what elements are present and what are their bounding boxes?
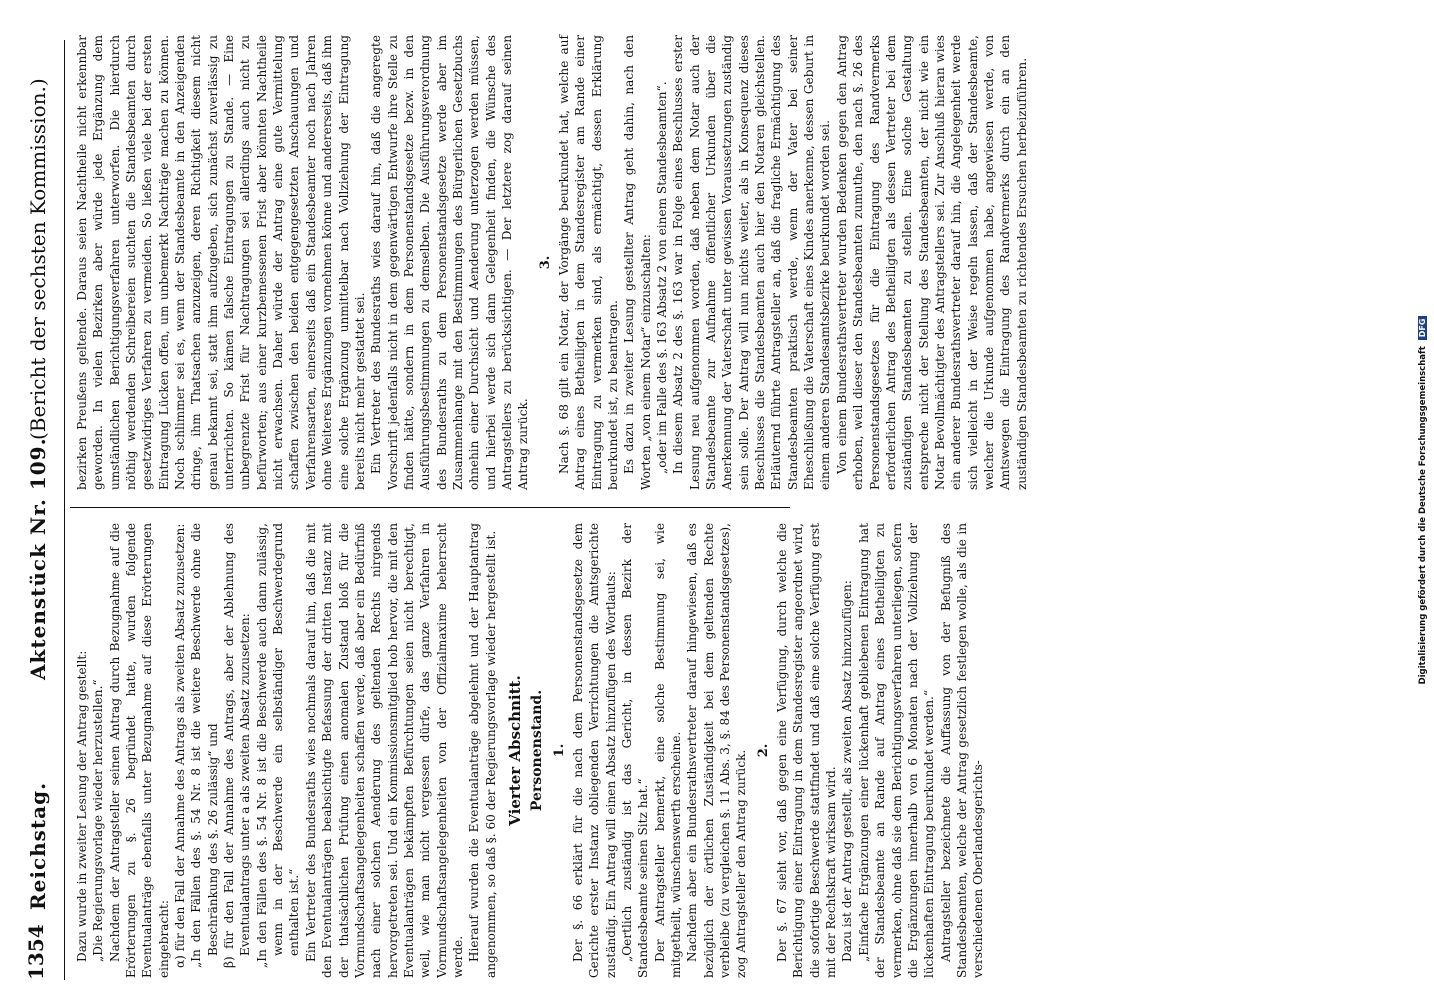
header-right-title: (Bericht der sechsten Kommission.) <box>26 78 50 440</box>
item-number: 3. <box>537 255 553 270</box>
paragraph: Hierauf wurden die Eventualanträge abgelehnt und der Hauptantrag angenommen, so daß §. 60 der Regierungsvorlage wieder hergestellt ist. <box>467 523 498 978</box>
credit-text: Digitalisierung gefördert durch die Deutsche Forschungsgemeinschaft <box>1418 346 1428 685</box>
paragraph: Nach §. 68 gilt ein Notar, der Vorgänge beurkundet hat, welche auf Antrag eines Betheiligten in dem Standesregister am Rande einer Eintragung zu vermerken sind, als ermächtigt, dessen Erklärung beurkundet ist, zu beantragen. <box>556 35 620 490</box>
page-header <box>14 40 64 980</box>
paragraph: Der §. 66 erklärt für die nach dem Personenstandsgesetze dem Gerichte erster Instanz obliegenden Verrichtungen die Amtsgerichte zuständig. Ein Antrag will einen Absatz hinzufügen des Wortlauts: <box>570 523 618 978</box>
quote: „Einfache Ergänzungen einer lückenhaft gebliebenen Eintragung hat der Standesbeamte an Rande auf Antrag eines Betheiligten zu vermerken, ohne daß sie dem Berichtigungsverfahren unterliegen, sofern die Ergänzungen innerhalb von 6 Monaten nach der Vollziehung der lückenhaften Eintragung beurkundet werden.“ <box>856 523 937 978</box>
quote: „Die Regierungsvorlage wieder herzustellen.“ <box>91 679 106 962</box>
digitization-credit <box>1418 0 1428 1000</box>
item-number: 1. <box>551 743 567 758</box>
item-number: 2. <box>755 743 771 758</box>
header-left-title: Reichstag. <box>26 781 50 910</box>
paragraph: Dazu wurde in zweiter Lesung der Antrag gestellt: <box>75 650 89 962</box>
paragraph: Antragsteller bezeichnete die Auffassung von der Befugniß des Standesbeamten, welche der Antrag gesetzlich festlegen wolle, als die in verschiedenen Oberlandesgerichts- <box>938 523 986 978</box>
paragraph: bezirken Preußens geltende. Daraus seien Nachtheile nicht erkennbar geworden. In vielen Bezirken aber würde jede Ergänzung dem umständlichen Berichtigungsverfahren unterworfen. Die hierdurch nöthig werdenden Schreibereien suchten die Standesbeamten durch gesetzwidriges Verfahren zu vermeiden. So ließen viele bei der ersten Eintragung Lücken offen, um unbemerkt Nachträge machen zu können. Noch schlimmer sei es, wenn der Standesbeamte in den Anzeigenden dringe, ihm Thatsachen anzuzeigen, deren Richtigkeit diesem nicht genau bekannt sei, statt ihm aufzugeben, sich zunächst zuverlässig zu unterrichten. So kämen falsche Eintragungen zu Stande. — Eine unbegrenzte Frist für Nachtragungen sei allerdings auch nicht zu befürworten; aus einer kurzbemessenen Frist aber könnten Nachtheile nicht erwachsen. Daher würde der Antrag eine gute Vermittelung schaffen zwischen den beiden entgegengesetzten Anschauungen und Verfahrensarten, einerseits daß ein Standesbeamter noch nach Jahren ohne Weiteres Ergänzungen vornehmen könne und andererseits, daß ihm eine solche Ergänzung unmittelbar nach Vollziehung der Eintragung bereits nicht mehr gestattet sei. <box>75 35 367 490</box>
sub-item-alpha: α) für den Fall der Annahme des Antrags als zweiten Absatz zuzusetzen: <box>173 523 188 968</box>
paragraph: Ein Vertreter des Bundesraths wies darauf hin, daß die angeregte Vorschrift jedenfalls nicht in dem gegenwärtigen Entwurfe ihre Stelle zu finden hätte, sondern in dem Personenstandsgesetze bezw. in den Ausführungsbestimmungen zu demselben. Die Ausführungsverordnung des Bundesraths zu dem Personenstandsgesetze werde aber im Zusammenhange mit den Bestimmungen des Bürgerlichen Gesetzbuchs ohnehin einer Durchsicht und Aenderung unterzogen werden müssen, und hierbei werde sich dann Gelegenheit finden, die Wünsche des Antragstellers zu berücksichtigen. — Der letztere zog darauf seinen Antrag zurück. <box>369 35 531 490</box>
paragraph: Nachdem der Antragsteller seinen Antrag durch Bezugnahme auf die Erörterungen zu §. 26 begründet hatte, wurden folgende Eventualanträge ebenfalls unter Bezugnahme auf diese Erörterungen eingebracht: <box>107 523 171 978</box>
paragraph: Nachdem aber ein Bundesrathsvertreter darauf hingewiesen, daß es bezüglich der örtlichen Zuständigkeit bei dem geltenden Rechte verbleibe (zu vergleichen §. 11 Abs. 3, §. 84 des Personenstandsgesetzes), zog Antragsteller den Antrag zurück. <box>685 523 749 978</box>
quote: „In den Fällen des §. 54 Nr. 8 ist die weitere Beschwerde ohne die Beschränkung des §. 26 zulässig“ und <box>189 523 220 968</box>
paragraph: Der §. 67 sieht vor, daß gegen eine Verfügung, durch welche die Berichtigung einer Eintragung in dem Standesregister angeordnet wird, die sofortige Beschwerde stattfindet und daß eine solche Verfügung erst mit der Rechtskraft wirksam wird. <box>775 523 839 978</box>
paragraph: Ein Vertreter des Bundesraths wies nochmals darauf hin, daß die mit den Eventualanträgen beabsichtigte Befassung der dritten Instanz mit der thatsächlichen Prüfung einen anomalen Zustand bloß für die Vormundschaftsangelegenheiten schaffen werde, daß aber ein Bedürfniß nach einer solchen Aenderung des geltenden Rechts nirgends hervorgetreten sei. Und ein Kommissionsmitglied hob hervor, die mit den Eventualanträgen bekämpften Befürchtungen seien nicht berechtigt, weil, wie man nicht vergessen dürfe, das ganze Verfahren in Vormundschaftsangelegenheiten von der Offizialmaxime beherrscht werde. <box>303 523 465 978</box>
paragraph: Von einem Bundesrathsvertreter wurden Bedenken gegen den Antrag erhoben, weil dieser den Standesbeamten zumuthe, den nach §. 26 des Personenstandsgesetzes für die Eintragung des Randvermerks erforderlichen Antrag des Betheiligten als dessen Vertreter bei dem zuständigen Standesbeamten zu stellen. Eine solche Gestaltung entspreche nicht der Stellung des Standesbeamten, der nicht wie ein Notar Bevollmächtigter des Antragstellers sei. Zur Anschluß hieran wies ein anderer Bundesrathsvertreter darauf hin, die Angelegenheit werde sich vielleicht in der Weise regeln lassen, daß der Standesbeamte, welcher die Urkunde aufgenommen habe, angewiesen werde, von Amtswegen die Eintragung des Randvermerks durch ein an den zuständigen Standesbeamten zu richtendes Ersuchen herbeizuführen. <box>834 35 1029 490</box>
paragraph: Es dazu in zweiter Lesung gestellter Antrag geht dahin, nach den Worten „von einem Notar“ einzuschalten: <box>622 35 653 490</box>
section-title: Vierter Abschnitt. <box>505 675 524 826</box>
paragraph: In diesem Absatz 2 des §. 163 war in Folge eines Beschlusses erster Lesung neu aufgenommen worden, daß neben dem Notar auch der Standesbeamte zur Aufnahme öffentlicher Urkunden über die Anerkennung der Vaterschaft unter gewissen Voraussetzungen zuständig sein solle. Der Antrag will nun nichts weiter, als in Konsequenz dieses Beschlusses die Standesbeamten auch hier den Notaren gleichstellen. Erläuternd führte Antragsteller an, daß die fragliche Ermächtigung des Standesbeamten praktisch werde, wenn der Vater bei seiner Eheschließung die Vaterschaft eines Kindes anerkenne, dessen Geburt in einem anderen Standesamtsbezirke beurkundet worden sei. <box>671 35 833 490</box>
header-rule <box>64 40 65 980</box>
column-divider <box>70 507 790 508</box>
left-column <box>74 523 987 978</box>
quote: „Oertlich zuständig ist das Gericht, in dessen Bezirk der Standesbeamte seinen Sitz hat.“ <box>620 523 651 978</box>
page-number: 1354 <box>24 924 48 980</box>
paragraph: Dazu ist der Antrag gestellt, als zweiten Absatz hinzuzufügen: <box>840 580 855 962</box>
section-subtitle: Personenstand. <box>529 689 546 812</box>
right-column <box>74 35 1030 490</box>
header-document-number: Aktenstück Nr. 109. <box>26 437 50 680</box>
quote: „oder im Falle des §. 163 Absatz 2 von einem Standesbeamten“. <box>655 81 670 474</box>
quote: „In den Fällen des §. 54 Nr. 8 ist die Beschwerde auch dann zulässig, wenn in der Beschwerde ein selbständiger Beschwerdegrund enthalten ist.“ <box>254 523 302 968</box>
dfg-logo: DFG <box>1418 316 1427 341</box>
sub-item-beta: β) für den Fall der Annahme des Antrags, aber der Ablehnung des Eventualantrags unter a als zweiten Absatz zuzusetzen: <box>222 523 253 968</box>
paragraph: Der Antragsteller bemerkt, eine solche Bestimmung sei, wie mitgetheilt, wünschenswerth erscheine. <box>652 523 684 978</box>
